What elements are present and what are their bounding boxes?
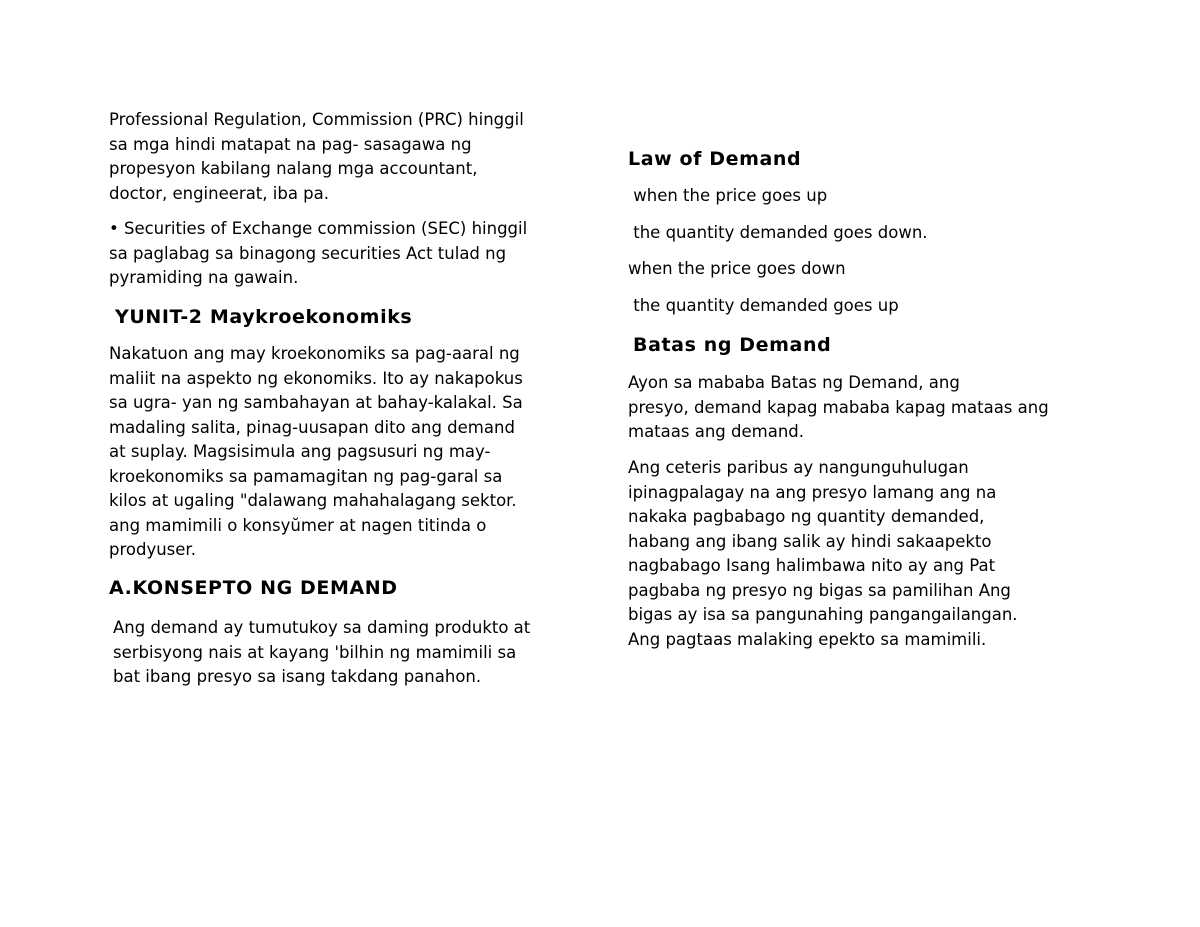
law-line: when the price goes down xyxy=(628,259,846,278)
sec-bullet-paragraph: • Securities of Exchange commission (SEC) hinggil sa paglabag sa binagong securities Act tulad ng pyramiding na gawain. xyxy=(109,219,528,287)
law-line: the quantity demanded goes up xyxy=(628,296,899,315)
batas-paragraph: Ayon sa mababa Batas ng Demand, ang presyo, demand kapag mababa kapag mataas ang mataas ang demand. xyxy=(628,373,1049,441)
law-line: the quantity demanded goes down. xyxy=(628,223,928,242)
ceteris-paribus-paragraph: Ang ceteris paribus ay nangunguhulugan ipinagpalagay na ang presyo lamang ang na nakaka pagbabago ng quantity demanded, habang ang ibang salik ay hindi sakaapekto nagbabago Isang halimbawa nito ay ang Pat pagbaba ng presyo ng bigas sa pamilihan Ang bigas ay isa sa pangunahing pangangailangan. Ang pagtaas malaking epekto sa mamimili. xyxy=(628,458,1018,649)
batas-ng-demand-heading: Batas ng Demand xyxy=(633,334,832,356)
yunit-paragraph: Nakatuon ang may kroekonomiks sa pag-aaral ng maliit na aspekto ng ekonomiks. Ito ay nakapokus sa ugra- yan ng sambahayan at bahay-kalakal. Sa madaling salita, pinag-uusapan dito ang demand at suplay. Magsisimula ang pagsusuri ng may- kroekonomiks sa pamamagitan ng pag-garal sa kilos at ugaling "dalawang mahahalagang sektor. ang mamimili o konsyŭmer at nagen titinda o prodyuser. xyxy=(109,344,523,559)
konsepto-heading: A.KONSEPTO NG DEMAND xyxy=(109,577,398,599)
prc-paragraph: Professional Regulation, Commission (PRC) hinggil sa mga hindi matapat na pag- sasagawa ng propesyon kabilang nalang mga accountant, doctor, engineerat, iba pa. xyxy=(109,110,524,203)
law-line: when the price goes up xyxy=(628,186,828,205)
yunit-heading: YUNIT-2 Maykroekonomiks xyxy=(115,306,413,328)
konsepto-paragraph: Ang demand ay tumutukoy sa daming produkto at serbisyong nais at kayang 'bilhin ng mamimili sa bat ibang presyo sa isang takdang panahon. xyxy=(113,618,531,686)
law-of-demand-heading: Law of Demand xyxy=(628,148,802,170)
